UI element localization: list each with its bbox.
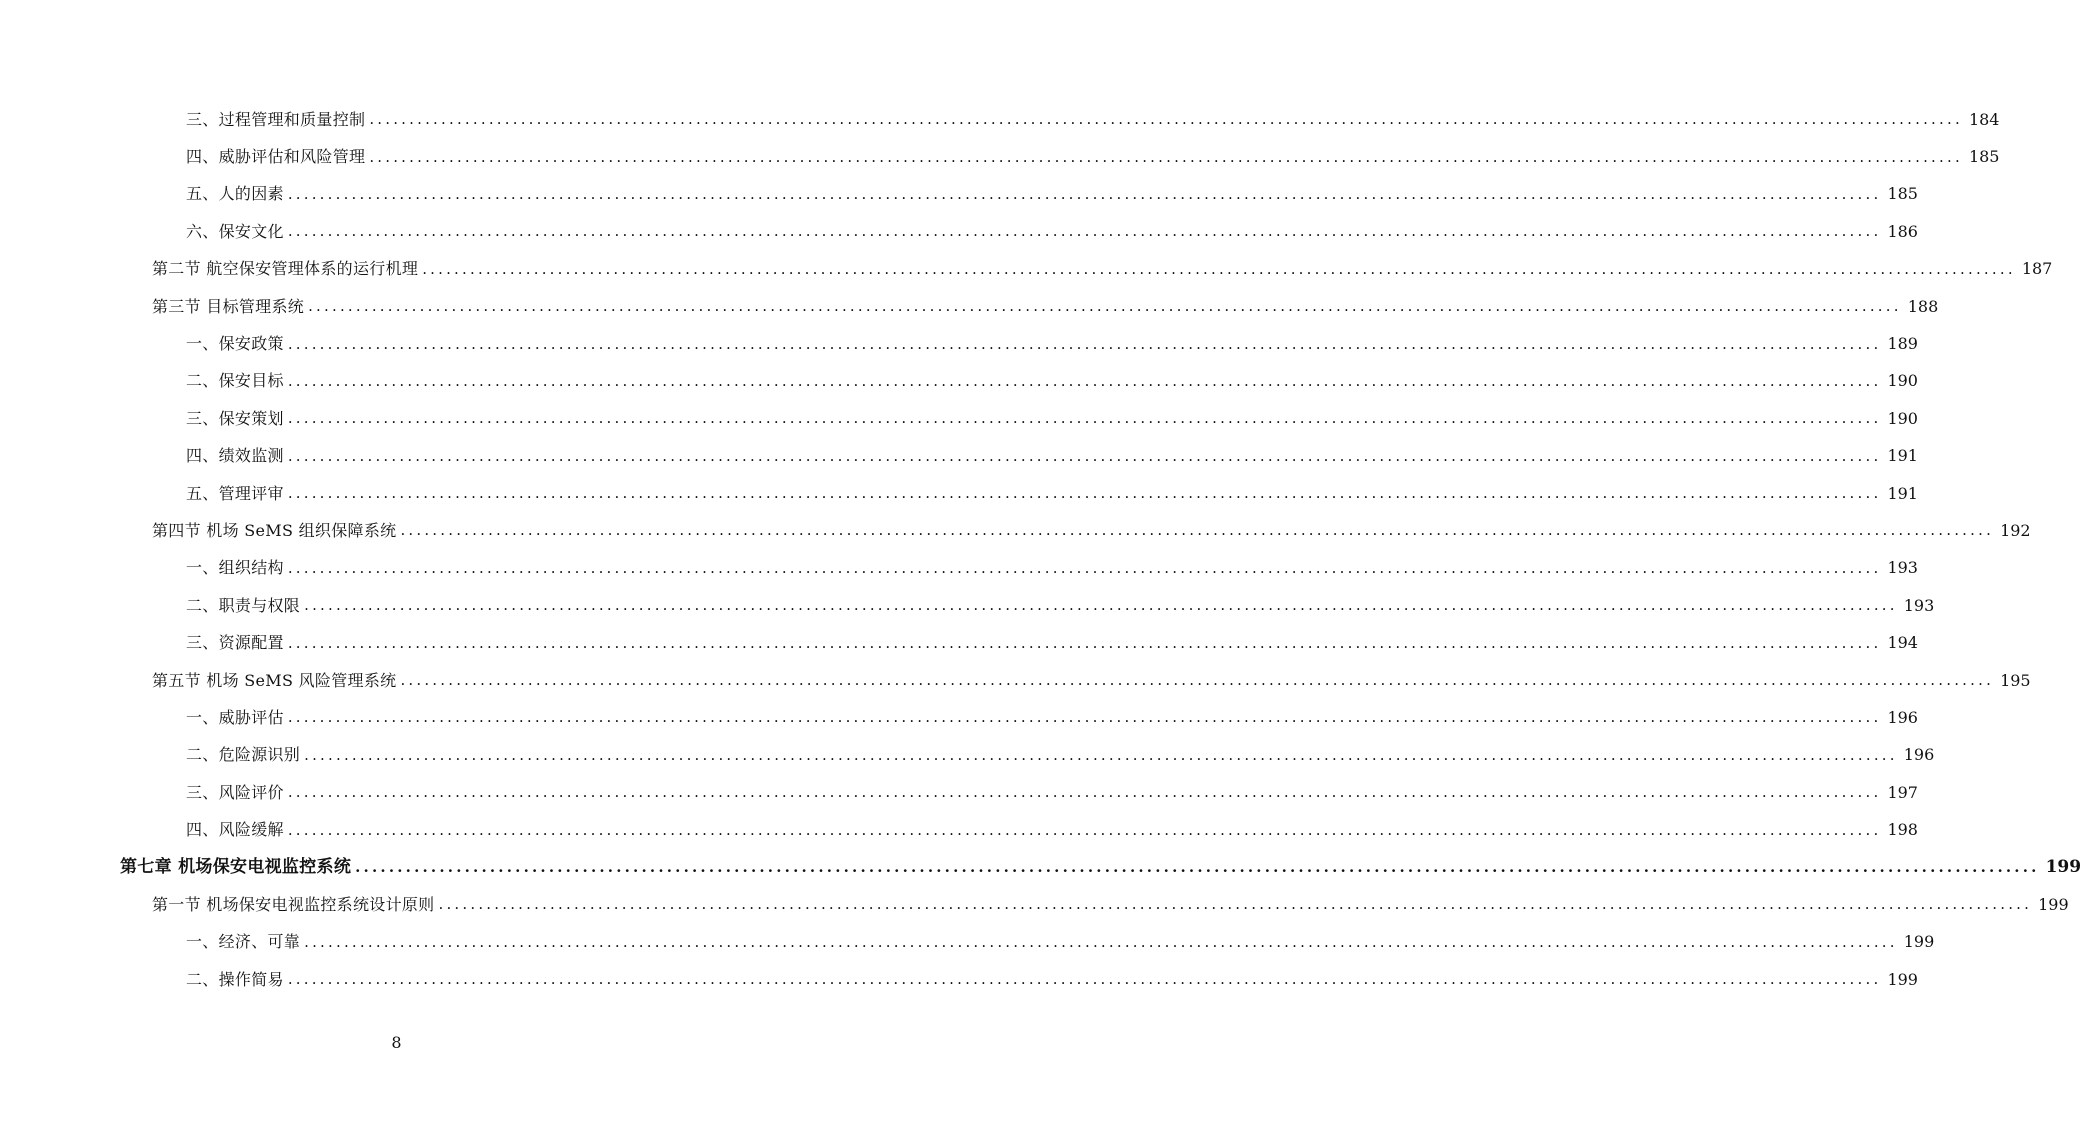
toc-page-number: 199 <box>2045 857 2081 877</box>
toc-leader-dots: ........................................................................................................................................................................................................ <box>287 446 1882 465</box>
toc-page-number: 187 <box>2021 259 2053 279</box>
toc-leader-dots: ........................................................................................................................................................................................................ <box>355 858 2040 876</box>
toc-title: 三、风险评价 <box>186 782 284 802</box>
toc-item[interactable] <box>0 924 1935 961</box>
toc-title: 第三节 目标管理系统 <box>152 296 305 316</box>
toc-leader-dots: ........................................................................................................................................................................................................ <box>287 484 1882 503</box>
toc-leader-dots: ........................................................................................................................................................................................................ <box>287 184 1882 203</box>
toc-leader-dots: ........................................................................................................................................................................................................ <box>304 596 1898 615</box>
toc-page-number: 188 <box>1907 296 1939 316</box>
toc-page-number: 186 <box>1887 221 1918 241</box>
toc-section[interactable] <box>0 512 2031 549</box>
toc-page-number: 191 <box>1887 446 1918 466</box>
toc-title: 三、过程管理和质量控制 <box>186 109 366 129</box>
toc-title: 三、资源配置 <box>186 633 284 653</box>
toc-page-number: 199 <box>2038 894 2069 914</box>
toc-section[interactable] <box>0 251 2053 288</box>
toc-title: 五、人的因素 <box>186 184 284 204</box>
toc-item[interactable] <box>0 363 1918 400</box>
toc-item[interactable] <box>0 550 1918 587</box>
toc-title: 一、经济、可靠 <box>186 932 301 952</box>
toc-leader-dots: ........................................................................................................................................................................................................ <box>304 745 1898 764</box>
toc-item[interactable] <box>0 475 1918 512</box>
toc-page-number: 197 <box>1887 782 1918 802</box>
table-of-contents <box>0 101 2081 998</box>
toc-page-number: 198 <box>1887 820 1918 840</box>
toc-leader-dots: ........................................................................................................................................................................................................ <box>369 110 1963 129</box>
toc-leader-dots: ........................................................................................................................................................................................................ <box>287 558 1882 577</box>
toc-leader-dots: ........................................................................................................................................................................................................ <box>308 297 1902 316</box>
toc-leader-dots: ........................................................................................................................................................................................................ <box>287 371 1882 390</box>
toc-item[interactable] <box>0 325 1918 362</box>
toc-leader-dots: ........................................................................................................................................................................................................ <box>287 970 1882 989</box>
toc-page-number: 193 <box>1887 558 1918 578</box>
toc-title: 第四节 机场 SeMS 组织保障系统 <box>152 520 397 540</box>
toc-leader-dots: ........................................................................................................................................................................................................ <box>304 932 1898 951</box>
toc-item[interactable] <box>0 400 1918 437</box>
toc-page-number: 193 <box>1903 595 1935 615</box>
toc-title: 二、职责与权限 <box>186 595 301 615</box>
toc-title: 二、危险源识别 <box>186 745 301 765</box>
toc-leader-dots: ........................................................................................................................................................................................................ <box>287 334 1882 353</box>
toc-title: 六、保安文化 <box>186 221 284 241</box>
toc-item[interactable] <box>0 213 1918 250</box>
toc-leader-dots: ........................................................................................................................................................................................................ <box>438 895 2033 914</box>
toc-page-number: 190 <box>1887 371 1918 391</box>
toc-chapter[interactable] <box>0 849 2081 886</box>
toc-title: 二、保安目标 <box>186 371 284 391</box>
toc-title: 第一节 机场保安电视监控系统设计原则 <box>152 894 435 914</box>
toc-leader-dots: ........................................................................................................................................................................................................ <box>287 783 1882 802</box>
toc-title: 三、保安策划 <box>186 408 284 428</box>
toc-leader-dots: ........................................................................................................................................................................................................ <box>287 409 1882 428</box>
toc-page-number: 194 <box>1887 633 1918 653</box>
toc-title: 一、威胁评估 <box>186 707 284 727</box>
toc-leader-dots: ........................................................................................................................................................................................................ <box>400 671 1995 690</box>
toc-page-number: 196 <box>1903 745 1935 765</box>
toc-section[interactable] <box>0 288 1939 325</box>
toc-title: 四、威胁评估和风险管理 <box>186 147 366 167</box>
toc-item[interactable] <box>0 438 1918 475</box>
toc-leader-dots: ........................................................................................................................................................................................................ <box>369 147 1963 166</box>
toc-item[interactable] <box>0 101 2000 138</box>
toc-title: 四、风险缓解 <box>186 820 284 840</box>
toc-leader-dots: ........................................................................................................................................................................................................ <box>422 259 2016 278</box>
toc-page-number: 185 <box>1968 147 2000 167</box>
toc-page-number: 191 <box>1887 483 1918 503</box>
toc-title: 一、组织结构 <box>186 558 284 578</box>
toc-page-number: 189 <box>1887 334 1918 354</box>
toc-title: 五、管理评审 <box>186 483 284 503</box>
toc-item[interactable] <box>0 699 1918 736</box>
toc-page-number: 199 <box>1887 969 1918 989</box>
toc-title: 第五节 机场 SeMS 风险管理系统 <box>152 670 397 690</box>
toc-item[interactable] <box>0 811 1918 848</box>
toc-page-number: 196 <box>1887 707 1918 727</box>
toc-item[interactable] <box>0 587 1935 624</box>
toc-page-number: 192 <box>2000 520 2031 540</box>
toc-title: 二、操作简易 <box>186 969 284 989</box>
toc-leader-dots: ........................................................................................................................................................................................................ <box>287 633 1882 652</box>
toc-leader-dots: ........................................................................................................................................................................................................ <box>287 820 1882 839</box>
toc-page-number: 184 <box>1968 109 2000 129</box>
toc-leader-dots: ........................................................................................................................................................................................................ <box>287 708 1882 727</box>
toc-leader-dots: ........................................................................................................................................................................................................ <box>400 521 1995 540</box>
page-number: 8 <box>391 1033 402 1052</box>
toc-item[interactable] <box>0 961 1918 998</box>
toc-item[interactable] <box>0 774 1918 811</box>
toc-page-number: 185 <box>1887 184 1918 204</box>
toc-item[interactable] <box>0 624 1918 661</box>
toc-title: 第七章 机场保安电视监控系统 <box>120 857 352 877</box>
toc-page-number: 199 <box>1903 932 1935 952</box>
toc-section[interactable] <box>0 662 2031 699</box>
toc-page-number: 190 <box>1887 408 1918 428</box>
toc-title: 一、保安政策 <box>186 334 284 354</box>
toc-page-number: 195 <box>2000 670 2031 690</box>
toc-title: 四、绩效监测 <box>186 446 284 466</box>
toc-title: 第二节 航空保安管理体系的运行机理 <box>152 259 419 279</box>
toc-leader-dots: ........................................................................................................................................................................................................ <box>287 222 1882 241</box>
toc-item[interactable] <box>0 138 2000 175</box>
toc-section[interactable] <box>0 886 2069 923</box>
toc-item[interactable] <box>0 737 1935 774</box>
toc-item[interactable] <box>0 176 1918 213</box>
